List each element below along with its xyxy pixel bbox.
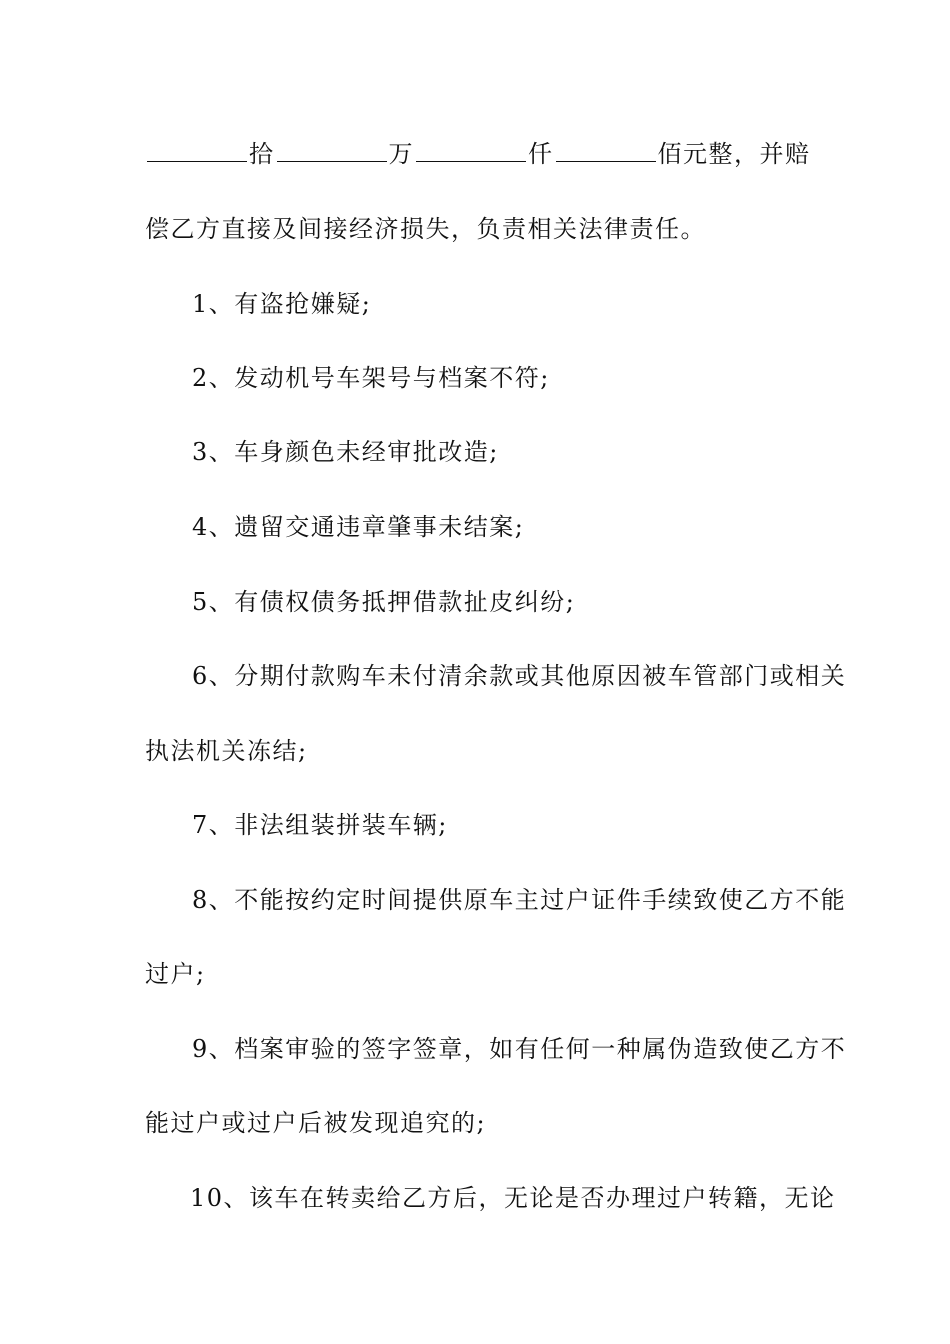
amount-blank-3[interactable] (416, 137, 526, 162)
list-item-10: 10、该车在转卖给乙方后，无论是否办理过户转籍，无论 (190, 1184, 836, 1212)
list-item-8: 8、不能按约定时间提供原车主过户证件手续致使乙方不能 (192, 886, 847, 914)
unit-wan: 万 (388, 140, 414, 168)
list-item-7: 7、非法组装拼装车辆; (192, 811, 448, 839)
list-item-2: 2、发动机号车架号与档案不符; (192, 364, 550, 392)
amount-line (145, 137, 815, 171)
list-item-9-continued: 能过户或过户后被发现追究的; (145, 1109, 487, 1137)
list-item-1: 1、有盗抢嫌疑; (192, 290, 372, 318)
amount-blank-4[interactable] (556, 137, 656, 162)
unit-qian: 仟 (528, 140, 554, 168)
list-item-5: 5、有债权债务抵押借款扯皮纠纷; (192, 588, 576, 616)
list-item-4: 4、遗留交通违章肇事未结案; (192, 513, 525, 541)
amount-blank-1[interactable] (147, 137, 247, 162)
list-item-8-continued: 过户; (145, 960, 206, 988)
list-item-3: 3、车身颜色未经审批改造; (192, 438, 499, 466)
unit-bai-text: 佰元整，并赔 (657, 140, 811, 168)
list-item-6-continued: 执法机关冻结; (145, 737, 308, 765)
amount-blank-2[interactable] (277, 137, 387, 162)
list-item-9: 9、档案审验的签字签章，如有任何一种属伪造致使乙方不 (192, 1035, 847, 1063)
paragraph-line: 偿乙方直接及间接经济损失，负责相关法律责任。 (145, 215, 706, 243)
unit-shi: 拾 (249, 140, 275, 168)
list-item-6: 6、分期付款购车未付清余款或其他原因被车管部门或相关 (192, 662, 847, 690)
